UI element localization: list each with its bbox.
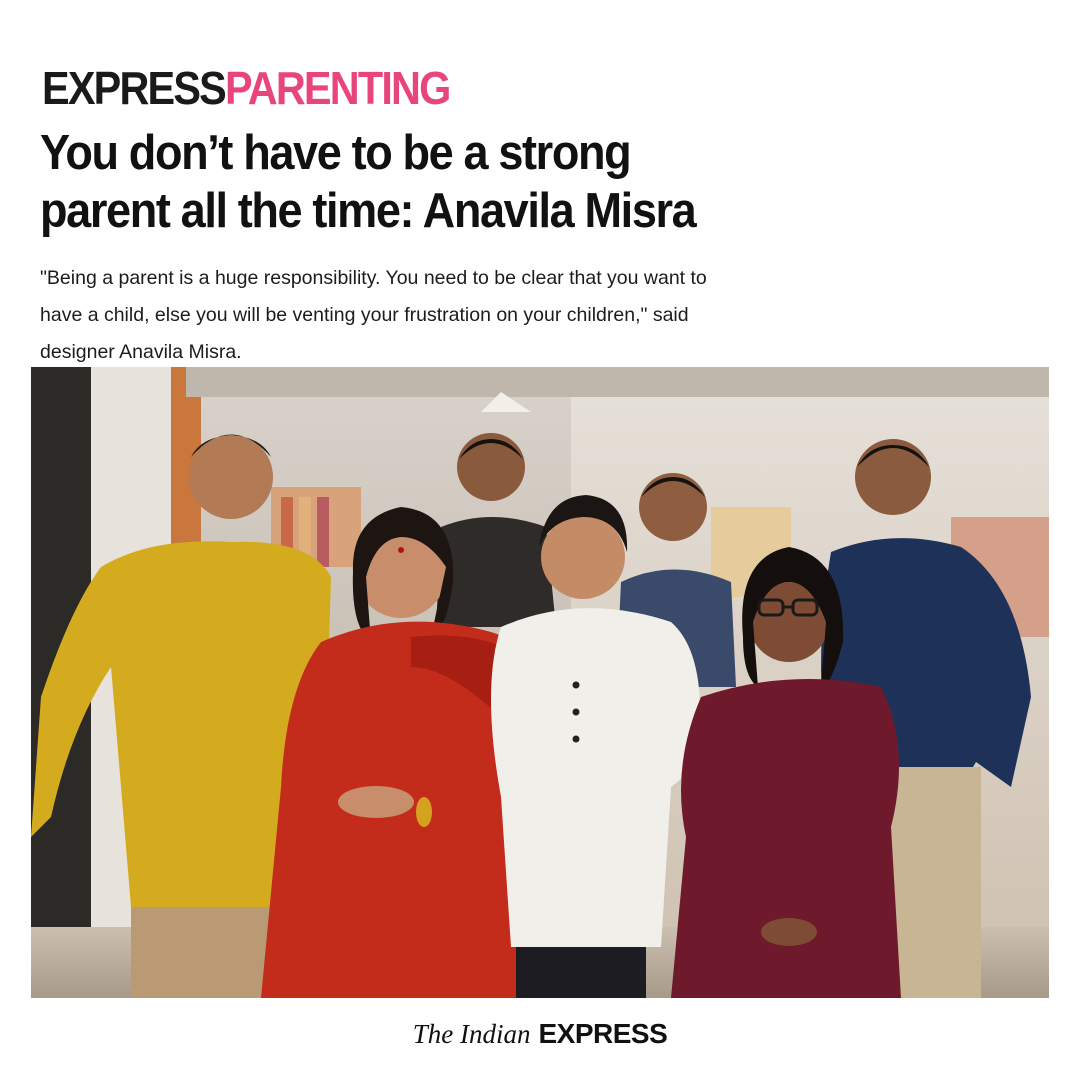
article-headline: You don’t have to be a strong parent all the time: Anavila Misra [40,126,696,238]
the-indian-express-logo [0,1018,1080,1050]
logo-express-text: EXPRESS [538,1018,668,1049]
express-parenting-logo [42,62,450,114]
logo-the-indian-text: The Indian [412,1019,531,1049]
group-photo [31,367,1049,998]
brand-parenting-text: PARENTING [224,62,450,114]
brand-express-text: EXPRESS [42,62,225,114]
article-dek: "Being a parent is a huge responsibility. You need to be clear that you want to have a child, else you will be venting your frustration on your children," said designer Anavila Misra. [40,267,707,363]
